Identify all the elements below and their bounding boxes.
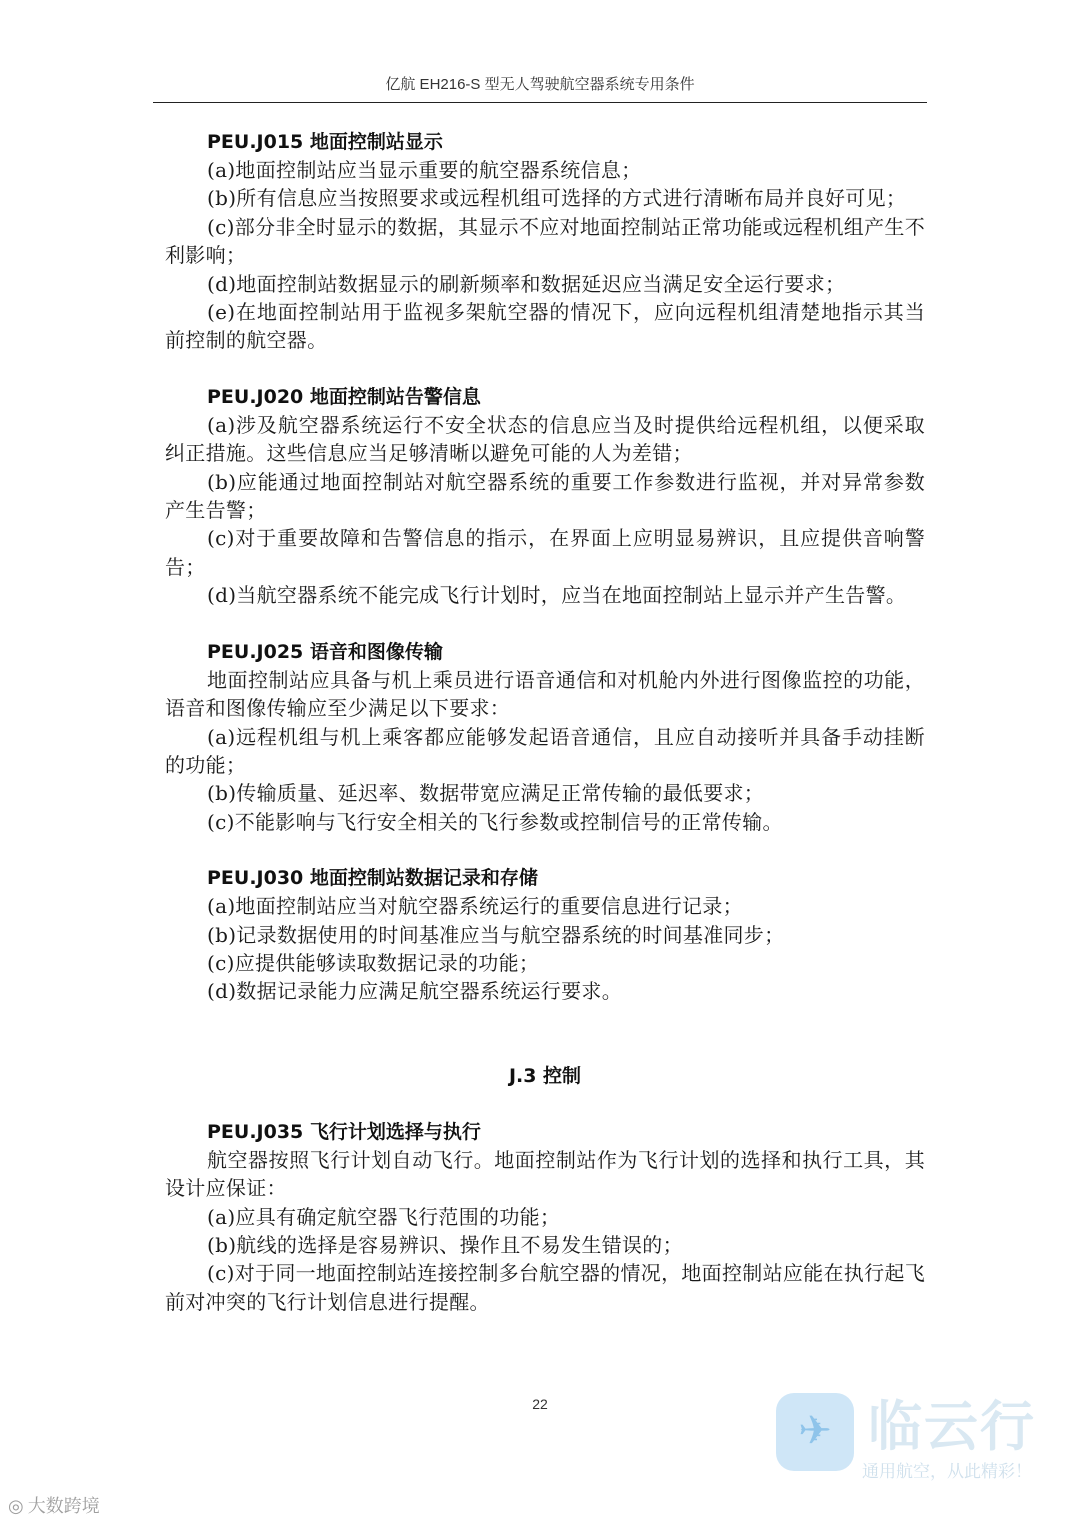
paragraph: (d)数据记录能力应满足航空器系统运行要求。 — [207, 979, 623, 1004]
paragraph: (a)远程机组与机上乘客都应能够发起语音通信，且应自动接听并具备手动挂断的功能； — [165, 724, 925, 777]
watermark-text: 大数跨境 — [27, 1496, 100, 1517]
paragraph: (b)记录数据使用的时间基准应当与航空器系统的时间基准同步； — [207, 922, 785, 947]
section-j020 — [165, 383, 925, 610]
eye-mark-icon: ◎ — [8, 1496, 24, 1517]
section-title: PEU.J020 地面控制站告警信息 — [207, 385, 481, 408]
section-j035 — [165, 1118, 925, 1316]
section-title: PEU.J025 语音和图像传输 — [207, 640, 443, 663]
paragraph: (a)涉及航空器系统运行不安全状态的信息应当及时提供给远程机组，以便采取纠正措施。这些信息应当足够清晰以避免可能的人为差错； — [165, 412, 925, 466]
paragraph: (c)应提供能够读取数据记录的功能； — [207, 950, 540, 975]
airplane-icon: ✈ — [798, 1408, 832, 1454]
header-title: 亿航 EH216-S 型无人驾驶航空器系统专用条件 — [385, 76, 695, 93]
logo-tagline: 通用航空，从此精彩！ — [862, 1462, 1032, 1482]
paragraph: (e)在地面控制站用于监视多架航空器的情况下，应向远程机组清楚地指示其当前控制的航空器。 — [165, 300, 925, 353]
paragraph: (a)地面控制站应当显示重要的航空器系统信息； — [207, 158, 642, 182]
section-j015 — [165, 128, 925, 355]
logo-badge — [776, 1393, 854, 1471]
section-j025 — [165, 638, 925, 836]
paragraph: 航空器按照飞行计划自动飞行。地面控制站作为飞行计划的选择和执行工具，其设计应保证： — [165, 1147, 925, 1201]
paragraph: 地面控制站应具备与机上乘员进行语音通信和对机舱内外进行图像监控的功能，语音和图像传输应至少满足以下要求： — [165, 667, 925, 721]
paragraph: (b)传输质量、延迟率、数据带宽应满足正常传输的最低要求； — [207, 781, 765, 806]
paragraph: (b)航线的选择是容易辨识、操作且不易发生错误的； — [207, 1232, 683, 1257]
paragraph: (c)对于同一地面控制站连接控制多台航空器的情况，地面控制站应能在执行起飞前对冲突的飞行计划信息进行提醒。 — [165, 1261, 925, 1314]
paragraph: (c)对于重要故障和告警信息的指示，在界面上应明显易辨识，且应提供音响警告； — [165, 526, 925, 579]
section-j030 — [165, 864, 925, 1006]
paragraph: (c)部分非全时显示的数据，其显示不应对地面控制站正常功能或远程机组产生不利影响； — [165, 214, 925, 268]
section-title: PEU.J030 地面控制站数据记录和存储 — [207, 867, 538, 890]
paragraph: (b)应能通过地面控制站对航空器系统的重要工作参数进行监视，并对异常参数产生告警； — [165, 469, 925, 523]
page-number: 22 — [532, 1396, 548, 1412]
paragraph: (c)不能影响与飞行安全相关的飞行参数或控制信号的正常传输。 — [207, 809, 783, 834]
paragraph: (a)地面控制站应当对航空器系统运行的重要信息进行记录； — [207, 894, 743, 919]
brand-logo — [776, 1393, 1076, 1493]
watermark — [8, 1493, 100, 1521]
logo-name: 临云行 — [868, 1395, 1036, 1458]
section-title: PEU.J015 地面控制站显示 — [207, 131, 443, 153]
section-title: PEU.J035 飞行计划选择与执行 — [207, 1120, 481, 1143]
paragraph: (d)地面控制站数据显示的刷新频率和数据延迟应当满足安全运行要求； — [207, 271, 846, 296]
page-header — [153, 74, 927, 103]
chapter-title: J.3 控制 — [508, 1064, 582, 1087]
document-body — [165, 128, 925, 1316]
paragraph: (d)当航空器系统不能完成飞行计划时，应当在地面控制站上显示并产生告警。 — [207, 583, 907, 608]
paragraph: (a)应具有确定航空器飞行范围的功能； — [207, 1204, 561, 1229]
paragraph: (b)所有信息应当按照要求或远程机组可选择的方式进行清晰布局并良好可见； — [207, 186, 907, 211]
